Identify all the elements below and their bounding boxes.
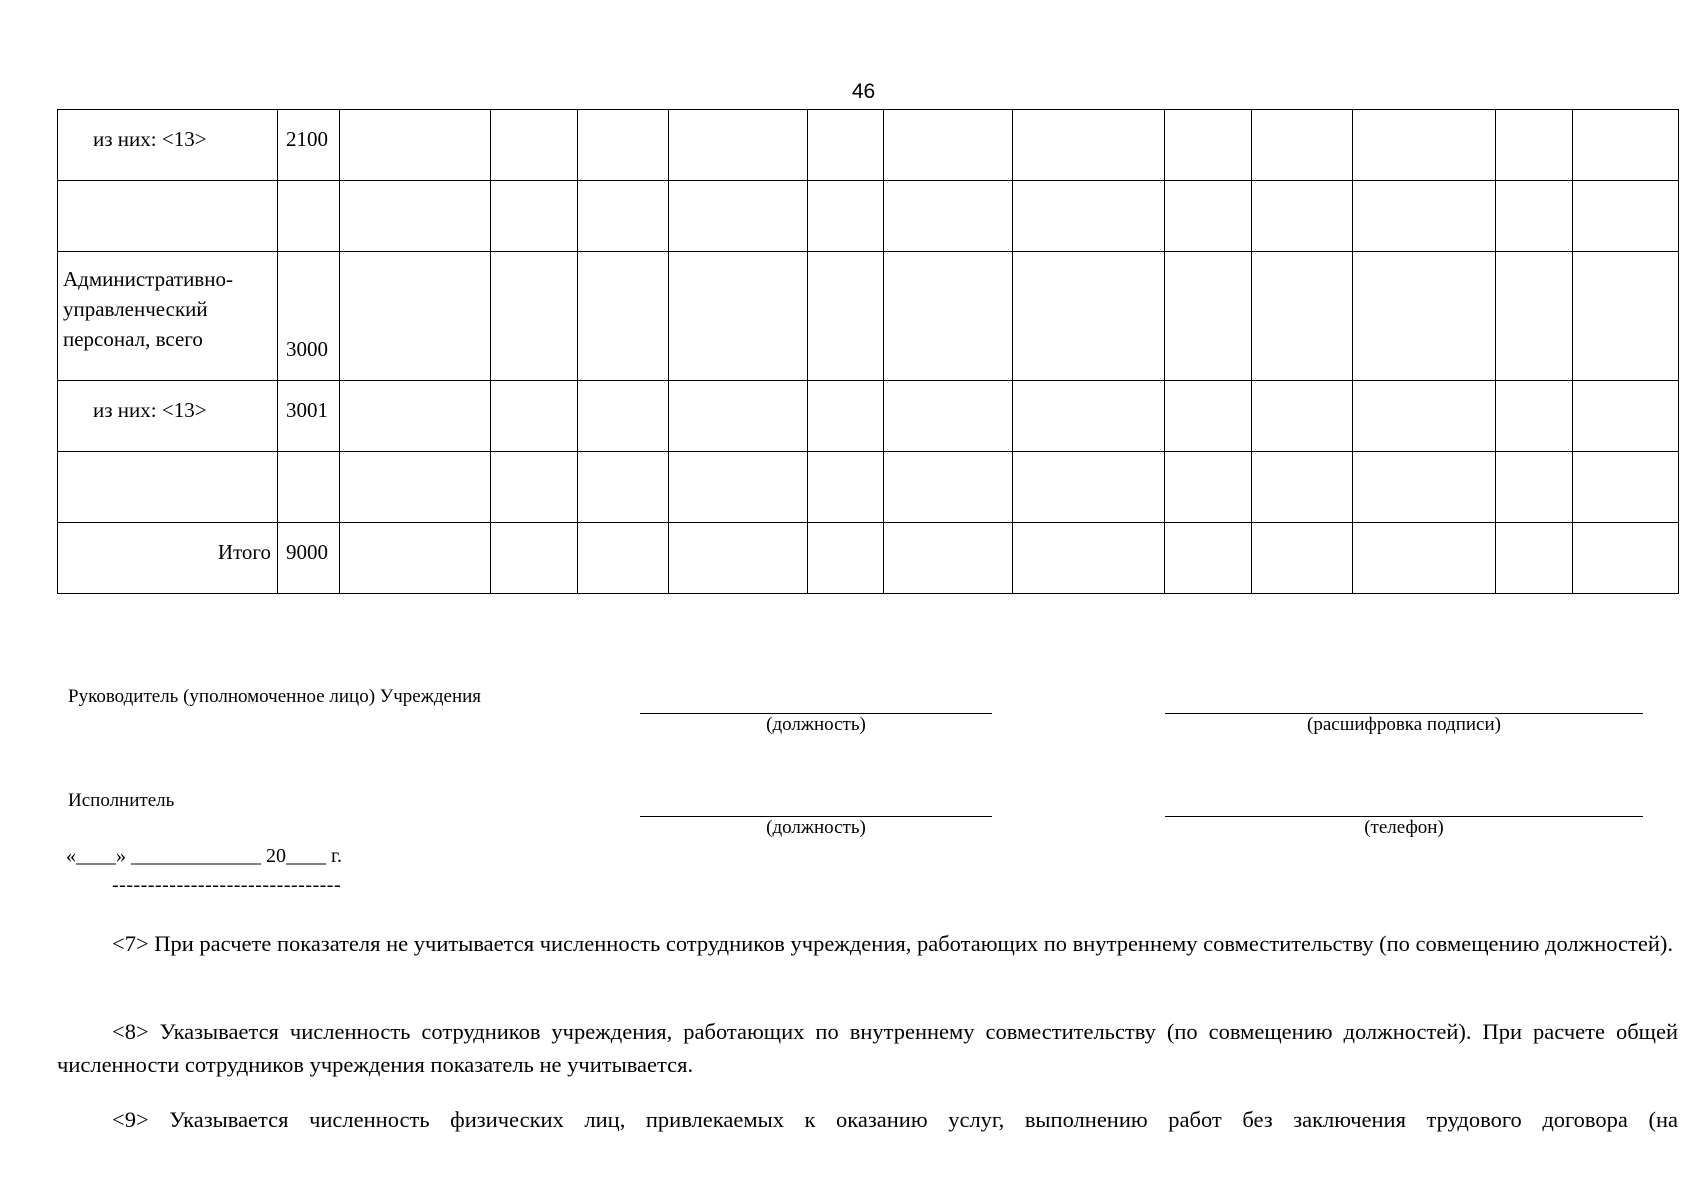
staff-table [57, 109, 1679, 594]
row-name: из них: <13> [58, 110, 278, 181]
data-cell[interactable] [578, 252, 669, 381]
data-cell[interactable] [808, 110, 884, 181]
data-cell[interactable] [340, 252, 491, 381]
data-cell[interactable] [340, 523, 491, 594]
data-cell[interactable] [1353, 452, 1496, 523]
data-cell[interactable] [1573, 181, 1679, 252]
data-cell[interactable] [1496, 452, 1573, 523]
data-cell[interactable] [884, 110, 1013, 181]
row-code: 2100 [278, 110, 340, 181]
data-cell[interactable] [1353, 252, 1496, 381]
page-number: 46 [851, 80, 876, 103]
table-row [58, 523, 1679, 594]
data-cell[interactable] [808, 452, 884, 523]
data-cell[interactable] [340, 452, 491, 523]
data-cell[interactable] [1165, 110, 1252, 181]
row-name-line: персонал, всего [63, 327, 203, 351]
footnote-9: <9> Указывается численность физических лиц, привлекаемых к оказанию услуг, выполнению работ без заключения трудового договора (на [112, 1107, 1678, 1132]
data-cell[interactable] [808, 181, 884, 252]
data-cell[interactable] [1165, 252, 1252, 381]
data-cell[interactable] [491, 181, 578, 252]
row-name: Итого [58, 523, 278, 594]
data-cell[interactable] [1353, 381, 1496, 452]
data-cell[interactable] [1252, 252, 1353, 381]
data-cell[interactable] [669, 381, 808, 452]
row-code[interactable] [278, 181, 340, 252]
data-cell[interactable] [1573, 452, 1679, 523]
data-cell[interactable] [884, 381, 1013, 452]
data-cell[interactable] [1496, 381, 1573, 452]
table-row [58, 381, 1679, 452]
footnote-separator: -------------------------------- [112, 874, 342, 896]
row-code: 3001 [278, 381, 340, 452]
table-row [58, 181, 1679, 252]
data-cell[interactable] [1252, 523, 1353, 594]
data-cell[interactable] [1496, 181, 1573, 252]
data-cell[interactable] [340, 110, 491, 181]
data-cell[interactable] [669, 110, 808, 181]
data-cell[interactable] [340, 181, 491, 252]
table-row [58, 110, 1679, 181]
data-cell[interactable] [578, 452, 669, 523]
data-cell[interactable] [340, 381, 491, 452]
footnote-7: <7> При расчете показателя не учитывается численность сотрудников учреждения, работающих по внутреннему совместительству (по совмещению должностей). [112, 931, 1674, 956]
row-name: из них: <13> [58, 381, 278, 452]
footnote-8: <8> Указывается численность сотрудников учреждения, работающих по внутреннему совместительству (по совмещению должностей). При расчете общей численности сотрудников учреждения показатель не учитывается. [57, 1019, 1678, 1077]
data-cell[interactable] [578, 523, 669, 594]
data-cell[interactable] [1165, 181, 1252, 252]
data-cell[interactable] [1013, 523, 1165, 594]
data-cell[interactable] [1573, 110, 1679, 181]
data-cell[interactable] [578, 110, 669, 181]
row-code: 3000 [278, 252, 340, 381]
data-cell[interactable] [1252, 110, 1353, 181]
row-name [58, 252, 278, 381]
data-cell[interactable] [1573, 381, 1679, 452]
data-cell[interactable] [578, 181, 669, 252]
data-cell[interactable] [808, 523, 884, 594]
data-cell[interactable] [1013, 110, 1165, 181]
data-cell[interactable] [491, 523, 578, 594]
executor-position-caption: (должность) [766, 817, 866, 838]
date-line[interactable]: «____» _____________ 20____ г. [66, 845, 342, 867]
data-cell[interactable] [669, 452, 808, 523]
data-cell[interactable] [1573, 523, 1679, 594]
executor-label: Исполнитель [68, 790, 175, 811]
data-cell[interactable] [808, 381, 884, 452]
data-cell[interactable] [884, 252, 1013, 381]
data-cell[interactable] [1252, 381, 1353, 452]
data-cell[interactable] [1252, 452, 1353, 523]
data-cell[interactable] [1353, 110, 1496, 181]
head-signature-label: Руководитель (уполномоченное лицо) Учреждения [68, 686, 482, 707]
row-name[interactable] [58, 452, 278, 523]
head-signature-caption: (расшифровка подписи) [1307, 714, 1501, 735]
data-cell[interactable] [1496, 523, 1573, 594]
data-cell[interactable] [1013, 181, 1165, 252]
executor-phone-caption: (телефон) [1364, 817, 1444, 838]
data-cell[interactable] [1573, 252, 1679, 381]
row-name-line: управленческий [63, 297, 208, 321]
data-cell[interactable] [1353, 523, 1496, 594]
data-cell[interactable] [578, 381, 669, 452]
data-cell[interactable] [1013, 381, 1165, 452]
data-cell[interactable] [491, 252, 578, 381]
row-name-line: Административно- [63, 267, 233, 291]
data-cell[interactable] [884, 181, 1013, 252]
row-name[interactable] [58, 181, 278, 252]
data-cell[interactable] [669, 181, 808, 252]
data-cell[interactable] [884, 452, 1013, 523]
data-cell[interactable] [1496, 110, 1573, 181]
data-cell[interactable] [1252, 181, 1353, 252]
data-cell[interactable] [884, 523, 1013, 594]
data-cell[interactable] [669, 523, 808, 594]
data-cell[interactable] [491, 452, 578, 523]
head-position-caption: (должность) [766, 714, 866, 735]
data-cell[interactable] [1013, 252, 1165, 381]
data-cell[interactable] [1353, 181, 1496, 252]
table-row [58, 452, 1679, 523]
data-cell[interactable] [808, 252, 884, 381]
data-cell[interactable] [1165, 452, 1252, 523]
data-cell[interactable] [1013, 452, 1165, 523]
table-row [58, 252, 1679, 381]
row-code: 9000 [278, 523, 340, 594]
data-cell[interactable] [491, 110, 578, 181]
data-cell[interactable] [669, 252, 808, 381]
row-code[interactable] [278, 452, 340, 523]
data-cell[interactable] [1165, 523, 1252, 594]
data-cell[interactable] [1165, 381, 1252, 452]
data-cell[interactable] [1496, 252, 1573, 381]
data-cell[interactable] [491, 381, 578, 452]
